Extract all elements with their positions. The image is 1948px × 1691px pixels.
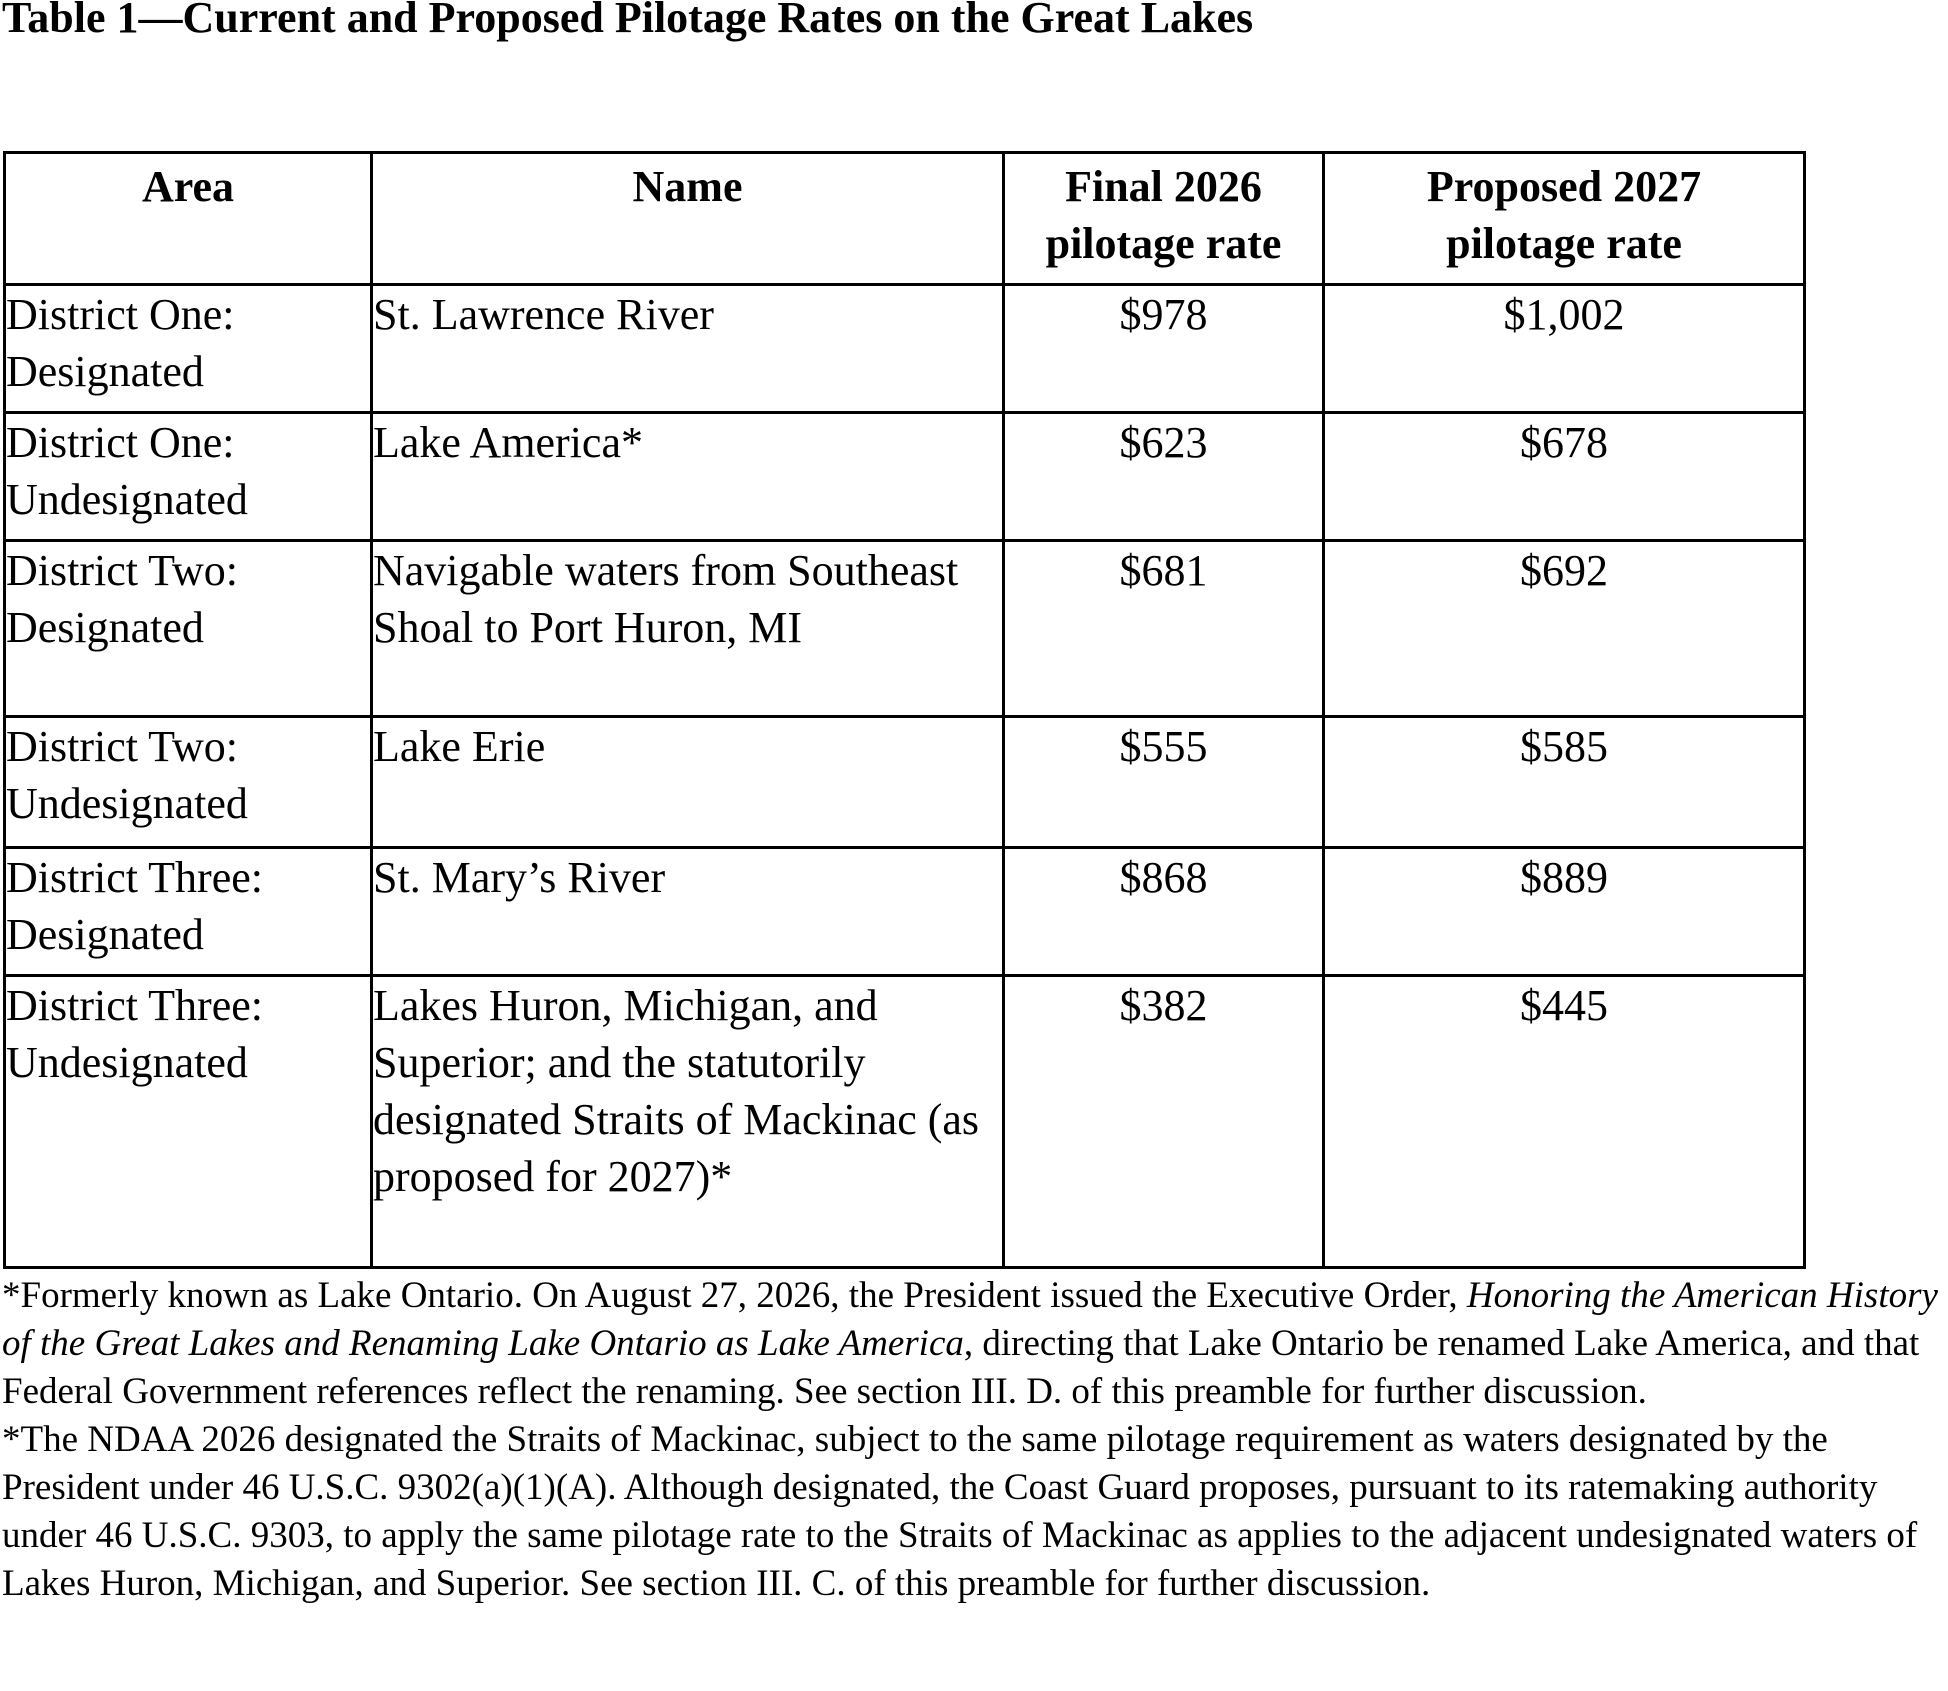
area-district: District One: <box>6 290 235 339</box>
footnote-lake-america-text: *Formerly known as Lake Ontario. On August 27, 2026, the President issued the Executive Order, <box>2 1275 1467 1316</box>
area-designation: Undesignated <box>6 1038 248 1087</box>
final-2026-rate: $555 <box>1004 717 1324 848</box>
executive-order-title: Honoring the American History of the Great Lakes and Renaming Lake Ontario as Lake America <box>2 1275 1938 1364</box>
area-district: District Two: <box>6 546 238 595</box>
name-cell: Navigable waters from Southeast Shoal to Port Huron, MI <box>372 541 1004 717</box>
final-2026-rate: $978 <box>1004 285 1324 413</box>
header-proposed-2027 <box>1324 153 1805 285</box>
area-designation: Undesignated <box>6 475 248 524</box>
proposed-2027-rate: $678 <box>1324 413 1805 541</box>
area-cell <box>5 541 372 717</box>
final-2026-rate: $623 <box>1004 413 1324 541</box>
area-cell <box>5 717 372 848</box>
footnote-straits-of-mackinac <box>2 1416 1946 1608</box>
header-area-label: Area <box>141 162 235 211</box>
area-cell <box>5 285 372 413</box>
proposed-2027-rate: $692 <box>1324 541 1805 717</box>
proposed-2027-rate: $889 <box>1324 848 1805 976</box>
area-designation: Designated <box>6 603 204 652</box>
area-cell <box>5 413 372 541</box>
table-row <box>5 976 1805 1268</box>
area-designation: Designated <box>6 347 204 396</box>
area-district: District Three: <box>6 981 263 1030</box>
area-cell <box>5 848 372 976</box>
area-designation: Designated <box>6 910 204 959</box>
header-proposed-2027-line1: Proposed 2027 <box>1426 162 1702 211</box>
table-row <box>5 413 1805 541</box>
area-cell <box>5 976 372 1268</box>
table-row <box>5 541 1805 717</box>
name-cell: Lake Erie <box>372 717 1004 848</box>
area-designation: Undesignated <box>6 779 248 828</box>
table-row <box>5 717 1805 848</box>
name-cell: St. Lawrence River <box>372 285 1004 413</box>
header-area <box>5 153 372 285</box>
header-final-2026-line1: Final 2026 <box>1065 162 1262 211</box>
proposed-2027-rate: $585 <box>1324 717 1805 848</box>
proposed-2027-rate: $445 <box>1324 976 1805 1268</box>
final-2026-rate: $681 <box>1004 541 1324 717</box>
name-cell: Lakes Huron, Michigan, and Superior; and the statutorily designated Straits of Mackinac (as proposed for 2027)* <box>372 976 1004 1268</box>
header-final-2026-line2: pilotage rate <box>1045 219 1282 268</box>
header-name-label: Name <box>632 162 743 211</box>
name-cell: Lake America* <box>372 413 1004 541</box>
name-cell: St. Mary’s River <box>372 848 1004 976</box>
header-proposed-2027-line2: pilotage rate <box>1446 219 1682 268</box>
pilotage-rates-table <box>3 151 1806 1269</box>
proposed-2027-rate: $1,002 <box>1324 285 1805 413</box>
final-2026-rate: $382 <box>1004 976 1324 1268</box>
footnote-lake-america-continued: , directing that Lake Ontario be renamed Lake America, and that Federal Government references reflect the renaming. See section III. D. of this preamble for further discussion. <box>2 1323 1920 1412</box>
area-district: District One: <box>6 418 235 467</box>
footnote-straits-of-mackinac-text: *The NDAA 2026 designated the Straits of Mackinac, subject to the same pilotage requirement as waters designated by the President under 46 U.S.C. 9302(a)(1)(A). Although designated, the Coast Guard proposes, pursuant to its ratemaking authority under 46 U.S.C. 9303, to apply the same pilotage rate to the Straits of Mackinac as applies to the adjacent undesignated waters of Lakes Huron, Michigan, and Superior. See section III. C. of this preamble for further discussion. <box>2 1419 1918 1604</box>
footnotes <box>2 1272 1946 1608</box>
footnote-lake-america <box>2 1272 1946 1416</box>
table-header-row <box>5 153 1805 285</box>
area-district: District Three: <box>6 853 263 902</box>
area-district: District Two: <box>6 722 238 771</box>
final-2026-rate: $868 <box>1004 848 1324 976</box>
table-row <box>5 848 1805 976</box>
table-title: Table 1—Current and Proposed Pilotage Rates on the Great Lakes <box>2 0 1254 42</box>
table-row <box>5 285 1805 413</box>
header-name <box>372 153 1004 285</box>
header-final-2026 <box>1004 153 1324 285</box>
